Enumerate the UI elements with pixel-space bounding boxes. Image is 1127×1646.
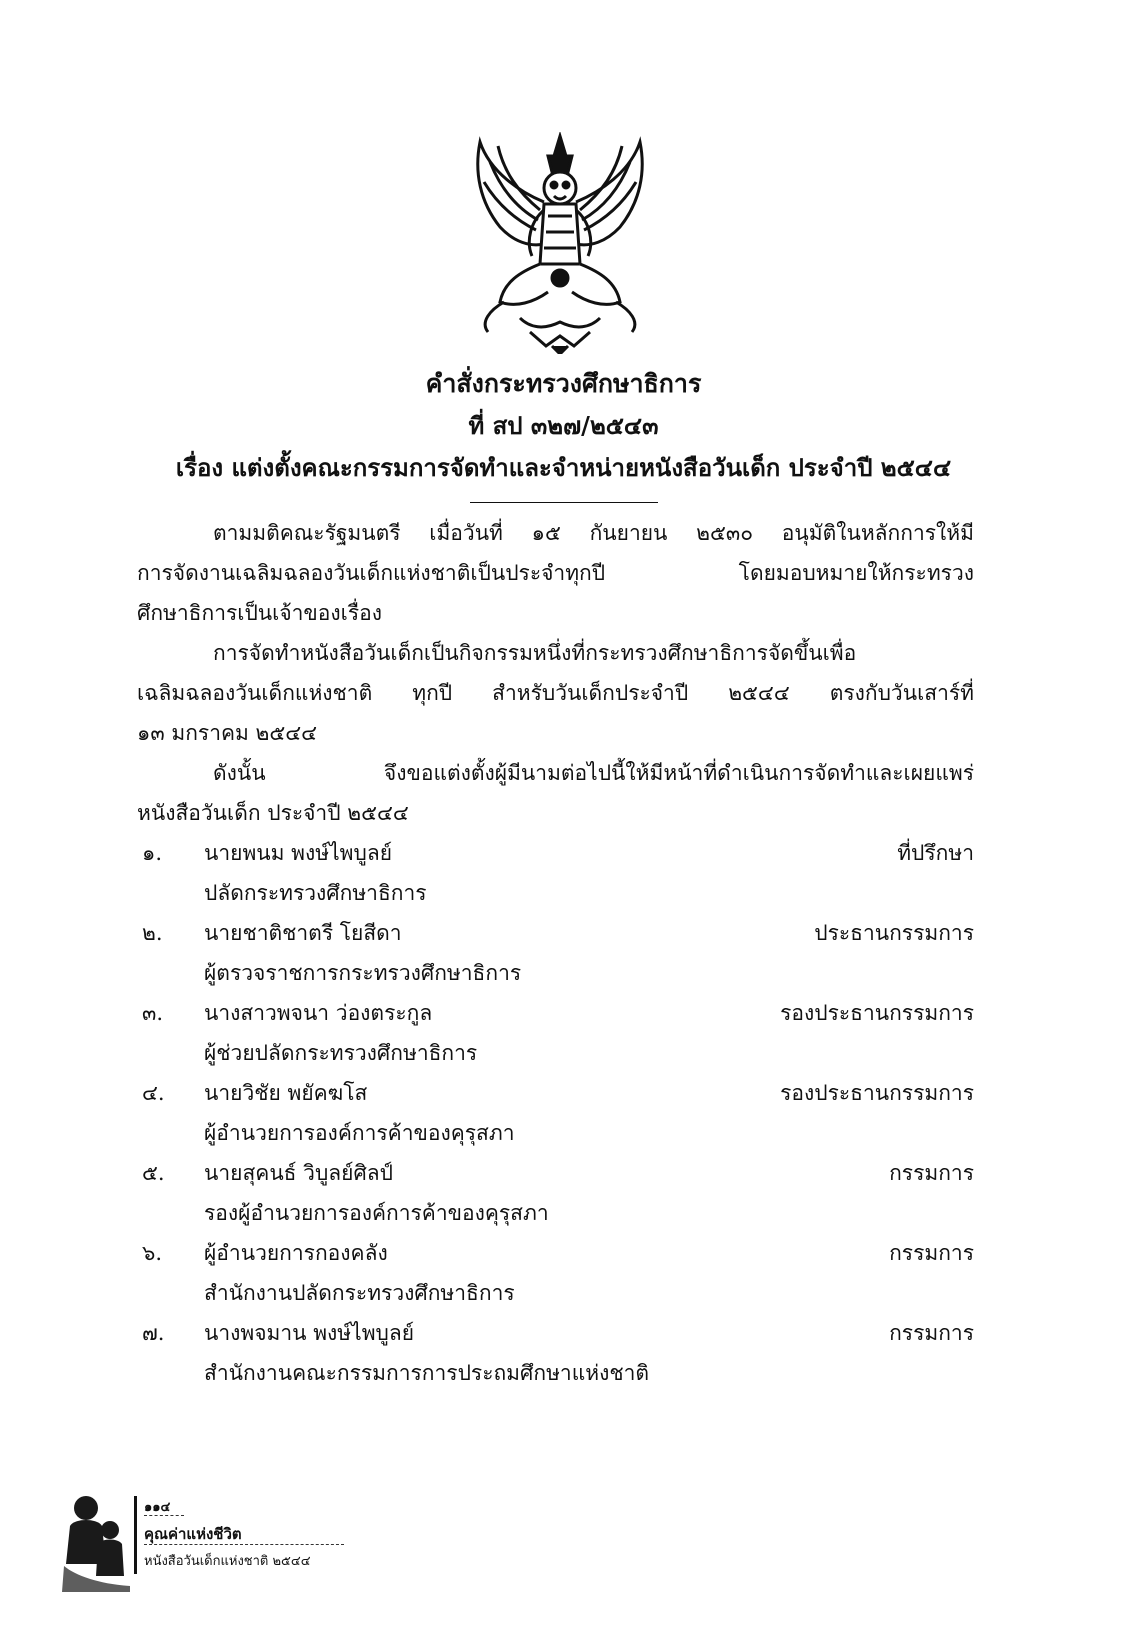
page-number: ๑๑๔ (144, 1500, 171, 1515)
member-role: กรรมการ (889, 1241, 974, 1265)
member-name: นายพนม พงษ์ไพบูลย์ (204, 841, 393, 865)
member-number: ๕. (142, 1161, 165, 1185)
body-line: การจัดทำหนังสือวันเด็กเป็นกิจกรรมหนึ่งที่กระทรวงศึกษาธิการจัดขึ้นเพื่อ (213, 641, 857, 665)
member-position: รองผู้อำนวยการองค์การค้าของคุรุสภา (204, 1201, 549, 1225)
member-name: ผู้อำนวยการกองคลัง (204, 1241, 388, 1265)
body-line: การจัดงานเฉลิมฉลองวันเด็กแห่งชาติเป็นประจำทุกปี โดยมอบหมายให้กระทรวง (137, 561, 974, 585)
member-name: นายวิชัย พยัคฆโส (204, 1081, 368, 1105)
document-number: ที่ สป ๓๒๗/๒๕๔๓ (468, 411, 659, 440)
book-title: คุณค่าแห่งชีวิต (144, 1525, 242, 1543)
member-role: ประธานกรรมการ (814, 921, 974, 945)
member-name: นางพจมาน พงษ์ไพบูลย์ (204, 1321, 415, 1345)
body-line: ดังนั้น จึงขอแต่งตั้งผู้มีนามต่อไปนี้ให้มีหน้าที่ดำเนินการจัดทำและเผยแพร่ (213, 761, 974, 785)
book-subtitle: หนังสือวันเด็กแห่งชาติ ๒๕๔๔ (144, 1554, 311, 1569)
member-position: ปลัดกระทรวงศึกษาธิการ (204, 881, 427, 905)
member-number: ๑. (142, 841, 163, 865)
member-number: ๓. (142, 1001, 164, 1025)
garuda-emblem-icon (460, 132, 660, 354)
member-position: สำนักงานคณะกรรมการการประถมศึกษาแห่งชาติ (204, 1361, 650, 1385)
member-role: รองประธานกรรมการ (780, 1081, 974, 1105)
member-number: ๗. (142, 1321, 165, 1345)
body-line: ตามมติคณะรัฐมนตรี เมื่อวันที่ ๑๕ กันยายน ๒๕๓๐ อนุมัติในหลักการให้มี (213, 521, 974, 545)
footer-divider-bar (134, 1496, 137, 1574)
member-name: นายชาติชาตรี โยสีดา (204, 921, 402, 945)
document-title: คำสั่งกระทรวงศึกษาธิการ (425, 369, 702, 398)
member-role: ที่ปรึกษา (897, 841, 974, 865)
member-number: ๖. (142, 1241, 163, 1265)
member-role: กรรมการ (889, 1161, 974, 1185)
document-subject: เรื่อง แต่งตั้งคณะกรรมการจัดทำและจำหน่ายหนังสือวันเด็ก ประจำปี ๒๕๔๔ (175, 453, 952, 482)
body-line: เฉลิมฉลองวันเด็กแห่งชาติ ทุกปี สำหรับวันเด็กประจำปี ๒๕๔๔ ตรงกับวันเสาร์ที่ (137, 681, 974, 705)
body-line: ๑๓ มกราคม ๒๕๔๔ (137, 721, 318, 745)
member-name: นางสาวพจนา ว่องตระกูล (204, 1001, 433, 1025)
member-position: ผู้ตรวจราชการกระทรวงศึกษาธิการ (204, 961, 522, 985)
footer-dash-line (144, 1544, 344, 1545)
body-line: หนังสือวันเด็ก ประจำปี ๒๕๔๔ (137, 801, 409, 825)
member-number: ๔. (142, 1081, 165, 1105)
child-photo-icon (60, 1486, 132, 1592)
member-name: นายสุคนธ์ วิบูลย์ศิลป์ (204, 1161, 393, 1185)
member-role: กรรมการ (889, 1321, 974, 1345)
member-position: ผู้ช่วยปลัดกระทรวงศึกษาธิการ (204, 1041, 478, 1065)
member-position: ผู้อำนวยการองค์การค้าของคุรุสภา (204, 1121, 515, 1145)
footer-dash-line (144, 1515, 184, 1516)
member-role: รองประธานกรรมการ (780, 1001, 974, 1025)
member-number: ๒. (142, 921, 163, 945)
header-divider (470, 502, 658, 503)
body-line: ศึกษาธิการเป็นเจ้าของเรื่อง (137, 601, 382, 625)
member-position: สำนักงานปลัดกระทรวงศึกษาธิการ (204, 1281, 515, 1305)
